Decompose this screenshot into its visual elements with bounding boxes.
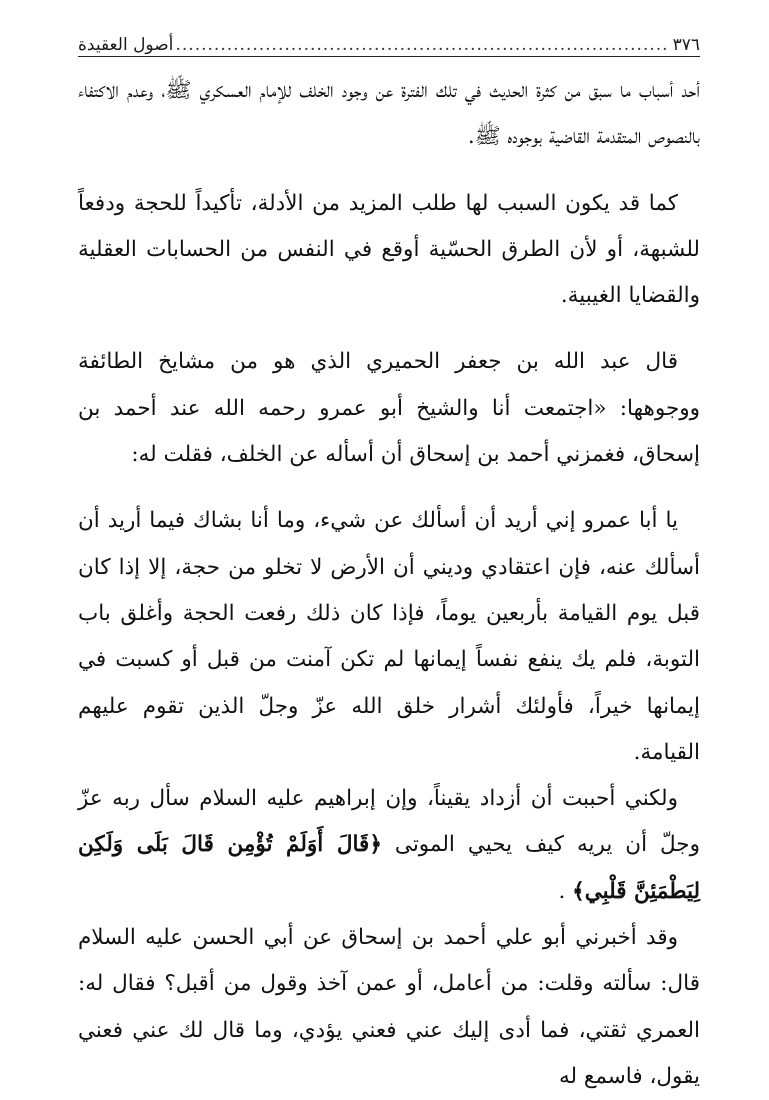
quran-close-bracket: ﴾: [572, 878, 585, 904]
book-title: أصول العقيدة: [78, 35, 174, 55]
paragraph-3: قال عبد الله بن جعفر الحميري الذي هو من مشايخ الطائفة ووجوهها: «اجتمعت أنا والشيخ أبو عمرو رحمه الله عند أحمد بن إسحاق، فغمزني أحمد بن إسحاق أن أسأله عن الخلف، فقلت له:: [78, 349, 700, 468]
quran-verse: قَالَ أَوَلَمْ تُؤْمِن قَالَ بَلَى وَلَكِن لِيَطْمَئِنَّ قَلْبِي: [78, 832, 700, 904]
header-leader-dots: [177, 34, 668, 56]
paragraph-4: يا أبا عمرو إني أريد أن أسألك عن شيء، وما أنا بشاك فيما أريد أن أسألك عنه، فإن اعتقادي وديني أن الأرض لا تخلو من حجة، إلا إذا كان قبل يوم القيامة بأربعين يوماً، فإذا كان ذلك رفعت الحجة وأغلق باب التوبة، فلم يك ينفع نفساً إيمانها لم تكن آمنت من قبل أو كسبت في إيمانها خيراً، فأولئك أشرار خلق الله عزّ وجلّ الذين تقوم عليهم القيامة.: [78, 508, 700, 765]
page-header: [78, 26, 700, 56]
paragraph-5: [78, 776, 700, 915]
paragraph-5-text: ولكني أحببت أن أزداد يقيناً، وإن إبراهيم عليه السلام سأل ربه عزّ وجلّ أن يريه كيف يحيي الموتى: [78, 786, 700, 858]
paragraph-6: وقد أخبرني أبو علي أحمد بن إسحاق عن أبي الحسن عليه السلام قال: سألته وقلت: من أعامل، أو عمن آخذ وقول من أقبل؟ فقال له: العمري ثقتي، فما أدى إليك عني فعني يؤدي، وما قال لك عني فعني يقول، فاسمع له: [78, 925, 700, 1089]
quran-open-bracket: ﴿: [369, 832, 382, 858]
header-rule: [78, 56, 700, 57]
paragraph-2: كما قد يكون السبب لها طلب المزيد من الأدلة، تأكيداً للحجة ودفعاً للشبهة، أو لأن الطرق الحسّية أوقع في النفس من الحسابات العقلية والقضايا الغيبية.: [78, 190, 700, 309]
paragraph-1: أحد أسباب ما سبق من كثرة الحديث في تلك الفترة عن وجود الخلف للإمام العسكري ﷺ، وعدم الاكتفاء بالنصوص المتقدمة القاضية بوجوده ﷺ.: [78, 78, 700, 150]
page-body: [78, 68, 700, 1100]
paragraph-5-end: .: [558, 878, 566, 904]
page-number: ٣٧٦: [672, 35, 700, 55]
